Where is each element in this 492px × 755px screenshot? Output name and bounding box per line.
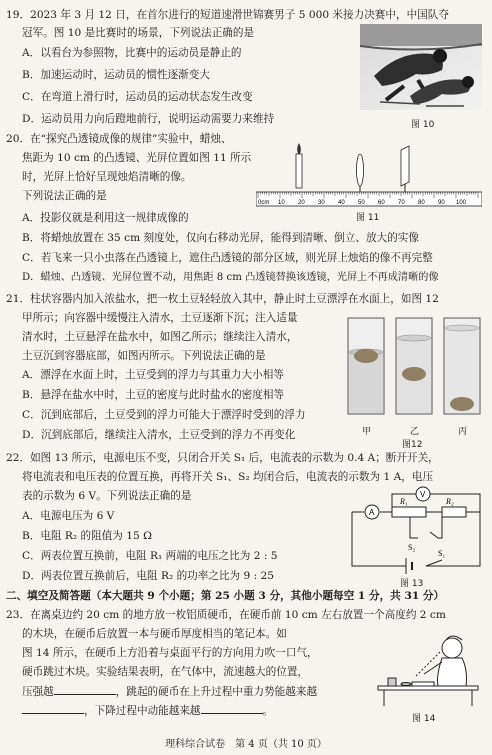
q21-line-2: 甲所示；向容器中缓慢注入清水，土豆逐渐下沉；注入适量 <box>22 312 298 324</box>
q23-line-4: 硬币跳过木块。实验结果表明，在气体中，流速越大的位置， <box>22 666 309 678</box>
q21-option-a: A．漂浮在水面上时，土豆受到的浮力与其重力大小相等 <box>22 369 284 381</box>
ruler-label-30: 30 <box>318 200 325 206</box>
q21-option-c: C．沉到底部后，土豆受到的浮力可能大于漂浮时受到的浮力 <box>22 409 306 421</box>
q19-line-1: 19．2023 年 3 月 12 日，在首尔进行的短道速滑世锦赛男子 5 000 米接力决赛中，中国队夺 <box>6 9 449 21</box>
q22-option-a: A．电源电压为 6 V <box>22 510 115 522</box>
q20-option-d: D．蜡烛、凸透镜、光屏位置不动，用焦距 8 cm 凸透镜替换该透镜，光屏上不再成清晰的像 <box>22 272 439 283</box>
ruler-label-70: 70 <box>398 200 405 206</box>
q20-line-3: 时，光屏上恰好呈现烛焰清晰的像。 <box>22 171 192 183</box>
q23-line-6-text-c: 。 <box>262 705 274 717</box>
q23-line-3: 图 14 所示，在硬币上方沿着与桌面平行的方向用力吹一口气， <box>22 647 318 659</box>
q20-option-b: B．将蜡烛放置在 35 cm 刻度处，仅向右移动光屏，能得到清晰、倒立、放大的实像 <box>22 232 419 244</box>
q22-line-3: 表的示数为 6 V。下列说法正确的是 <box>22 490 192 502</box>
q21-line-1: 21．柱状容器内加入浓盐水，把一枚土豆轻轻放入其中，静止时土豆漂浮在水面上，如图 12 <box>6 293 439 305</box>
q22-option-d: D．两表位置互换前后，电阻 R₂ 的功率之比为 9 : 25 <box>22 570 275 582</box>
q21-option-d: D．沉到底部后，继续注入清水，土豆受到的浮力不再变化 <box>22 429 296 441</box>
q20-line-4: 下列说法正确的是 <box>22 190 107 202</box>
circuit-figure <box>346 486 486 574</box>
q19-line-2: 冠军。图 10 是比赛时的场景，下列说法正确的是 <box>22 27 255 39</box>
figure-11-caption: 图 11 <box>356 213 380 223</box>
skating-photo <box>360 24 482 110</box>
section-2-title: 二、填空及简答题（本大题共 9 个小题；第 25 小题 3 分，其他小题每空 1 分，共 31 分） <box>6 590 445 602</box>
answer-blank-3[interactable] <box>201 701 263 714</box>
beaker-label-bing: 丙 <box>458 427 468 437</box>
q23-line-6 <box>22 701 273 720</box>
q21-line-3: 清水时，土豆悬浮在盐水中，如图乙所示；继续注入清水， <box>22 331 298 343</box>
q19-option-d: D．运动员用力向后蹬地前行，说明运动需要力来维持 <box>22 113 275 125</box>
beaker-label-yi: 乙 <box>410 427 420 437</box>
q23-line-5-text-a: 压强越 <box>22 686 54 698</box>
blowing-coin-figure <box>376 626 482 708</box>
s1-label: S₁ <box>438 549 446 558</box>
optical-bench-figure <box>256 138 482 208</box>
ruler-label-60: 60 <box>378 200 385 206</box>
q20-line-1: 20．在“探究凸透镜成像的规律”实验中，蜡烛、 <box>6 133 232 145</box>
r1-label: R₁ <box>400 497 408 506</box>
page-footer: 理科综合试卷 第 4 页（共 10 页） <box>165 739 327 750</box>
figure-10-caption: 图 10 <box>411 120 435 130</box>
beakers-figure <box>344 312 484 422</box>
ruler-unit-label: 0cm <box>258 200 270 206</box>
ruler-label-20: 20 <box>298 200 305 206</box>
q22-line-1: 22．如图 13 所示，电源电压不变，只闭合开关 S₁ 后，电流表的示数为 0.4 A；断开开关， <box>6 452 439 464</box>
q20-option-c: C．若飞来一只小虫落在凸透镜上，遮住凸透镜的部分区域，则光屏上烛焰的像不再完整 <box>22 252 433 264</box>
q23-line-6-text-b: ，下降过程中动能越来越 <box>84 705 201 717</box>
answer-blank-2[interactable] <box>22 701 84 714</box>
q23-line-1: 23．在离桌边约 20 cm 的地方放一枚铝质硬币，在硬币前 10 cm 左右放置一个高度约 2 cm <box>6 609 446 621</box>
beaker-label-jia: 甲 <box>362 427 372 437</box>
answer-blank-1[interactable] <box>54 682 116 695</box>
q23-line-5-text-b: ，跳起的硬币在上升过程中重力势能越来越 <box>115 686 318 698</box>
q19-option-b: B．加速运动时，运动员的惯性逐渐变大 <box>22 69 210 81</box>
ammeter-label: A <box>369 508 375 517</box>
ruler-label-40: 40 <box>338 200 345 206</box>
ruler-label-10: 10 <box>278 200 285 206</box>
ruler-label-90: 90 <box>438 200 445 206</box>
q23-line-2: 的木块，在硬币后放置一本与硬币厚度相当的笔记本。如 <box>22 628 287 640</box>
q23-line-5 <box>22 682 317 701</box>
q22-line-2: 将电流表和电压表的位置互换，再将开关 S₁、S₂ 均闭合后，电流表的示数为 1 A，电压 <box>22 471 434 483</box>
ruler-label-100: 100 <box>456 200 467 206</box>
figure-12-caption: 图12 <box>402 440 423 450</box>
figure-14-caption: 图 14 <box>412 714 436 724</box>
q19-option-a: A．以看台为参照物，比赛中的运动员是静止的 <box>22 47 242 59</box>
q20-option-a: A．投影仪就是利用这一规律成像的 <box>22 212 189 224</box>
q22-option-c: C．两表位置互换前，电阻 R₁ 两端的电压之比为 2 : 5 <box>22 550 278 562</box>
q20-line-2: 焦距为 10 cm 的凸透镜、光屏位置如图 11 所示 <box>22 152 252 164</box>
figure-13-caption: 图 13 <box>400 579 424 589</box>
q22-option-b: B．电阻 R₂ 的阻值为 15 Ω <box>22 530 152 542</box>
s2-label: S₂ <box>408 543 416 552</box>
q21-line-4: 土豆沉到容器底部，如图丙所示。下列说法正确的是 <box>22 350 266 362</box>
q21-option-b: B．悬浮在盐水中时，土豆的密度与此时盐水的密度相等 <box>22 389 285 401</box>
r2-label: R₂ <box>446 497 454 506</box>
ruler-label-80: 80 <box>418 200 425 206</box>
ruler-label-50: 50 <box>358 200 365 206</box>
q19-option-c: C．在弯道上滑行时，运动员的运动状态发生改变 <box>22 91 253 103</box>
voltmeter-label: V <box>420 490 426 499</box>
